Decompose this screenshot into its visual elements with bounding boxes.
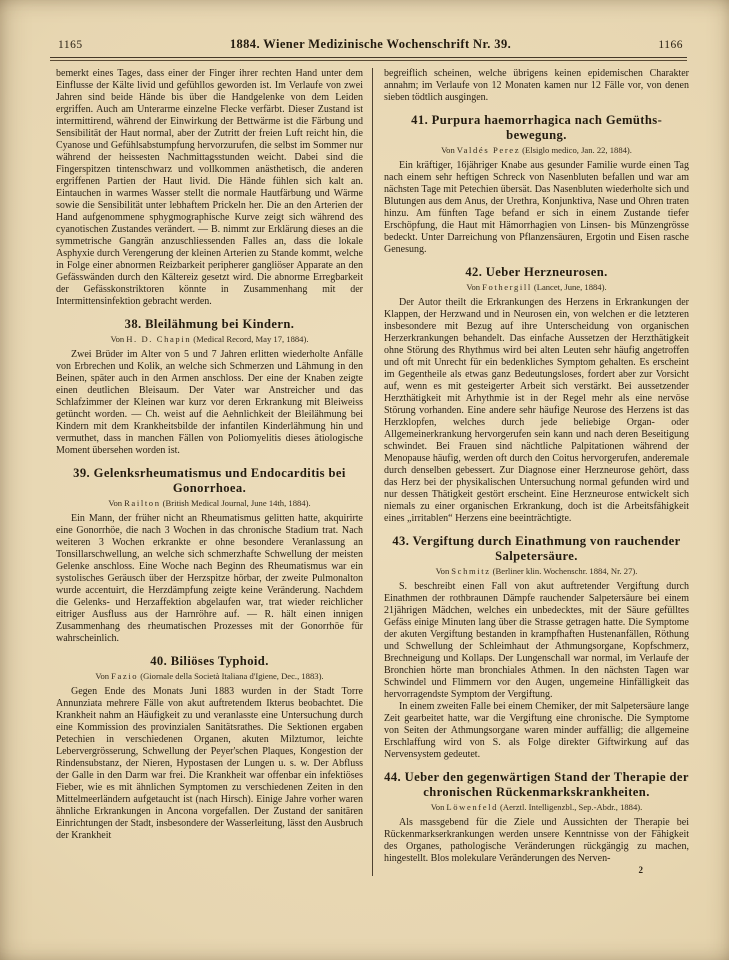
section-body-38: Zwei Brüder im Alter von 5 und 7 Jahren erlitten wiederholte Anfälle von Erbrechen und Kolik, an welche sich Schmerzen und Lähmung in den Beinen, später auch in den Armen anschloss. Der eine der Knaben zeigte einen deutlichen Bleisaum. Der Vater war Anstreicher und das Schlafzimmer der Kleinen war kurz vor deren Erkrankung mit Bleiweiss getüncht worden. — Ch. weist auf die Aehnlichkeit der Bleilähmung bei Kindern mit dem Krankheitsbilde der infantilen Kinderlähmung hin und vermuthet, dass in manchen Fällen von Poliomyelitis dieses ätiologische Moment übersehen worden ist.: [56, 349, 363, 456]
byline-source: (Elsiglo medico, Jan. 22, 1884).: [522, 145, 632, 155]
byline-source: (Giornale della Società Italiana d'Igiene, Dec., 1883).: [140, 671, 324, 681]
section-body-44: Als massgebend für die Ziele und Aussichten der Therapie bei Rückenmarkserkrankungen werden unsere Kenntnisse von der Fähigkeit des Organes, pathologische Veränderungen rückgängig zu machen, hingestellt. Blos molekulare Veränderungen des Nerven-: [384, 817, 689, 864]
right-column: [373, 68, 689, 876]
byline-source: (British Medical Journal, June 14th, 1884).: [162, 498, 311, 508]
author-name: H. D. Chapin: [126, 334, 192, 344]
text-columns: [0, 61, 729, 876]
page-header: [0, 0, 729, 52]
section-byline-41: [384, 145, 689, 156]
journal-masthead: 1884. Wiener Medizinische Wochenschrift Nr. 39.: [229, 37, 512, 51]
section-byline-38: [56, 334, 363, 345]
section-title-41: 41. Purpura haemorrhagica nach Gemüthsbewegung.: [411, 113, 662, 142]
section-byline-40: [56, 671, 363, 682]
signature-mark: 2: [638, 865, 643, 875]
section-byline-44: [384, 802, 689, 813]
byline-prefix: Von: [430, 802, 445, 812]
section-body-39: Ein Mann, der früher nicht an Rheumatismus gelitten hatte, akquirirte eine Gonorrhöe, die nach 3 Wochen in das chronische Stadium trat. Nach weiteren 3 Wochen erkrankte er ohne besondere Veranlassung an Tonsillarschwellung, an welche sich schmerzhafte Schwellung der meisten Gelenke anschloss. Eine Woche nach Beginn des Rheumatismus war ein systolisches Geräusch über der Herzspitze hörbar, der zweite Pulmonalton wurde accentuirt, die Herzdämpfung zeigte keine Veränderung. Nachdem die Gelenks- und Herzaffektion abgelaufen war, trat wieder reichlicher eitriger Ausfluss aus der Harnröhre auf. — R. hält einen innigen Zusammenhang des rheumatischen Prozesses mit der Gonorrhöe für wahrscheinlich.: [56, 513, 363, 644]
byline-source: (Berliner klin. Wochenschr. 1884, Nr. 27).: [492, 566, 638, 576]
byline-source: (Aerztl. Intelligenzbl., Sep.-Abdr., 1884).: [500, 802, 643, 812]
section-title-39: 39. Gelenksrheumatismus und Endocarditis bei Gonorrhoea.: [73, 466, 346, 495]
author-name: Fothergill: [482, 282, 532, 292]
byline-prefix: Von: [441, 145, 455, 155]
section-title-38: 38. Bleilähmung bei Kindern.: [124, 317, 295, 331]
section-byline-39: [56, 498, 363, 509]
section-body-43-par2: In einem zweiten Falle bei einem Chemiker, der mit Salpetersäure lange Zeit gearbeitet hatte, war die Vergiftung eine chronische. Die Symptome von Seiten der Athmungsorgane waren minder auffällig; die allgemeine Erschlaffung wird von S. als Folge direkter Giftwirkung auf das Nervensystem gedeutet.: [384, 701, 689, 760]
section-title-43: 43. Vergiftung durch Einathmung von rauchender Salpetersäure.: [392, 534, 681, 563]
author-name: Railton: [124, 498, 161, 508]
continued-paragraph: bemerkt eines Tages, dass einer der Finger ihrer rechten Hand unter dem Einflusse der Kälte livid und gefühllos geworden ist. Im Verlaufe von zwei Jahren sind beide Hände bis über die Handgelenke von dem Leiden ergriffen. Auch am Unterarme einzelne Flecke verfärbt. Dieser Zustand ist intermittirend, während der Einwirkung der Bettwärme ist die Färbung und Sensibilität der Haut normal, aber der Zutritt der freien Luft reicht hin, die Cyanose und Gefühlsabstumpfung hervorzurufen, die selbst im Sommer nur während der heissesten Nachmittagsstunden weicht. Dabei sind die Fingerspitzen tintenschwarz und vollkommen anästhetisch, die anderen ergriffenen Partien der Haut livid. Die Hände fühlen sich kalt an. Eintauchen in warmes Wasser stellt die normale Hautfärbung und Wärme sowie die Sensibilität unter lebhaftem Prickeln her. Die an den Arterien der Hand aufgenommene sphygmographische Kurve zeigt sich während des cyanotischen Zustandes verändert. — B. nimmt zur Erklärung dieses an die symmetrische Gangrän anzuschliessenden Falles an, dass die lokale Asphyxie durch Verengerung der kleinen Arterien zu Stande kommt, welche in Folge einer abnormen Reizbarkeit peripherer gangliöser Apparate an den Gefässwänden durch den Kältereiz gesetzt wird. Die abnorme Erregbarkeit der Gefässkonstriktoren könnte in Zusammenhang mit der Intermittensinfektion gebracht werden.: [56, 68, 363, 307]
author-name: Schmitz: [451, 566, 491, 576]
author-name: Löwenfeld: [446, 802, 499, 812]
section-body-40: Gegen Ende des Monats Juni 1883 wurden in der Stadt Torre Annunziata mehrere Fälle von akut auftretendem Ikterus beobachtet. Die Krankheit nahm an Häufigkeit zu und veranlasste eine Untersuchung durch eine Kommission des provinzialen Sanitätsrathes. Die Sektionen ergaben Petechien in verschiedenen Organen, akuten Milztumor, leichte Lebervergrösserung, Schwellung der Peyer'schen Plaques, Kongestion der Rindensubstanz, der Nieren, Hypostasen der Lungen u. s. w. Der Abfluss der Galle in den Darm war frei. Die Krankheit war offenbar ein infektiöses Fieber, wie es mit ähnlichen Symptomen zu verschiedenen Zeiten in den Mittelmeerländern aufgetaucht ist (nach Hirsch). Einige Jahre vorher waren ähnliche Erkrankungen in Ancona vorgefallen. Der Zustand der sanitären Einrichtungen der Stadt, insbesondere der Wasserleitung, lässt den Ausbruch der Krankheit: [56, 686, 363, 841]
section-body-42: Der Autor theilt die Erkrankungen des Herzens in Erkrankungen der Klappen, der Herzwand und in Neurosen ein, von welchen er die letzteren insbesondere mit Bezug auf ihre Unterscheidung von organischen Herzerkrankungen behandelt. Das einfache Aussetzen der Herzthätigkeit ohne Störung des Rhythmus wird bei alten Leuten sehr häufig angetroffen und oft mit Unrecht für ein bedenkliches Symptom gehalten. Es erscheint im Gegentheile als etwas ganz Bedeutungsloses, fordert aber zur Vorsicht auf, wenn es mit gesteigerter Arbeit sich verstärkt. Bei aussetzender Herzthätigkeit mit Arhythmie ist in der Regel mehr als eine nervöse Störung vorhanden. Eine andere sehr häufige Neurose des Herzens ist das Herzklopfen, welches durch jede beliebige Organ- oder Allgemeinerkrankung hervorgerufen sein kann und nach deren Beseitigung schwindet. Bei Frauen sind nächtliche Palpitationen während der Menopause häufig, werden oft durch den Coitus hervorgerufen, anderemale durch denselben gebessert. Zur Diagnose einer Herzneurose gehört, dass das Herz bei der physikalischen Untersuchung normal gefunden wird und nur dessen Thätigkeit gestört erscheint. Eine Herzneurose entwickelt sich niemals zu einer organischen Erkrankung, doch ist die Arbeitsfähigkeit eines „irritablen“ Herzens eine beeinträchtigte.: [384, 297, 689, 524]
byline-prefix: Von: [466, 282, 481, 292]
section-title-42: 42. Ueber Herzneurosen.: [465, 265, 608, 279]
byline-source: (Lancet, June, 1884).: [533, 282, 607, 292]
byline-prefix: Von: [95, 671, 110, 681]
section-byline-42: [384, 282, 689, 293]
author-name: Fazio: [111, 671, 139, 681]
section-byline-43: [384, 566, 689, 577]
author-name: Valdés Perez: [456, 145, 521, 155]
byline-source: (Medical Record, May 17, 1884).: [193, 334, 309, 344]
left-column: [56, 68, 372, 876]
byline-prefix: Von: [435, 566, 450, 576]
continued-paragraph: begreiflich scheinen, welche übrigens keinen epidemischen Charakter annahm; im Verlaufe von 12 Monaten kamen nur 12 Fälle vor, von denen sieben tödtlich ausgingen.: [384, 68, 689, 103]
section-body-43: S. beschreibt einen Fall von akut auftretender Vergiftung durch Einathmen der rothbraunen Dämpfe rauchender Salpetersäure bei einem 21jährigen Mädchen, welches ein unbedecktes, mit der Säure gefülltes Gefäss einige Minuten lang über die Strasse getragen hatte. Die Symptome der akuten Vergiftung bestanden in krampfhaften Hustenanfällen, Röthung und Schwellung der Schleimhaut der Athmungsorgane, Kopfschmerz, Brechneigung und Kollaps. Der Lungenschall war normal, im Verlaufe der Bronchien hörte man bronchiales Athmen. In den nächsten Tagen war Schwindel und Flimmern vor den Augen, ungemeine Hinfälligkeit das hervorragendste Symptom der Vergiftung.: [384, 581, 689, 700]
section-title-44: 44. Ueber den gegenwärtigen Stand der Therapie der chronischen Rückenmarkskrankheiten.: [384, 770, 689, 799]
page-number-right: 1166: [658, 39, 683, 51]
byline-prefix: Von: [110, 334, 125, 344]
section-body-41: Ein kräftiger, 16jähriger Knabe aus gesunder Familie wurde einen Tag nach einem sehr heftigen Schreck von Nasenbluten befallen und war am nächsten Tage mit Petechien übersät. Das Nasenbluten wiederholte sich und Blutungen aus dem Anus, der Urethra, Konjunktiva, Nase und Ohren traten hinzu. Am fünften Tage befand er sich in einem Zustande tiefer Erschöpfung, die Haut mit Hämorrhagien von Linsen- bis Münzengrösse bedeckt. Unter Darreichung von Pflanzensäuren, Ergotin und Eisen rasche Genesung.: [384, 160, 689, 255]
byline-prefix: Von: [108, 498, 123, 508]
section-title-40: 40. Biliöses Typhoid.: [150, 654, 269, 668]
page-number-left: 1165: [58, 39, 83, 51]
